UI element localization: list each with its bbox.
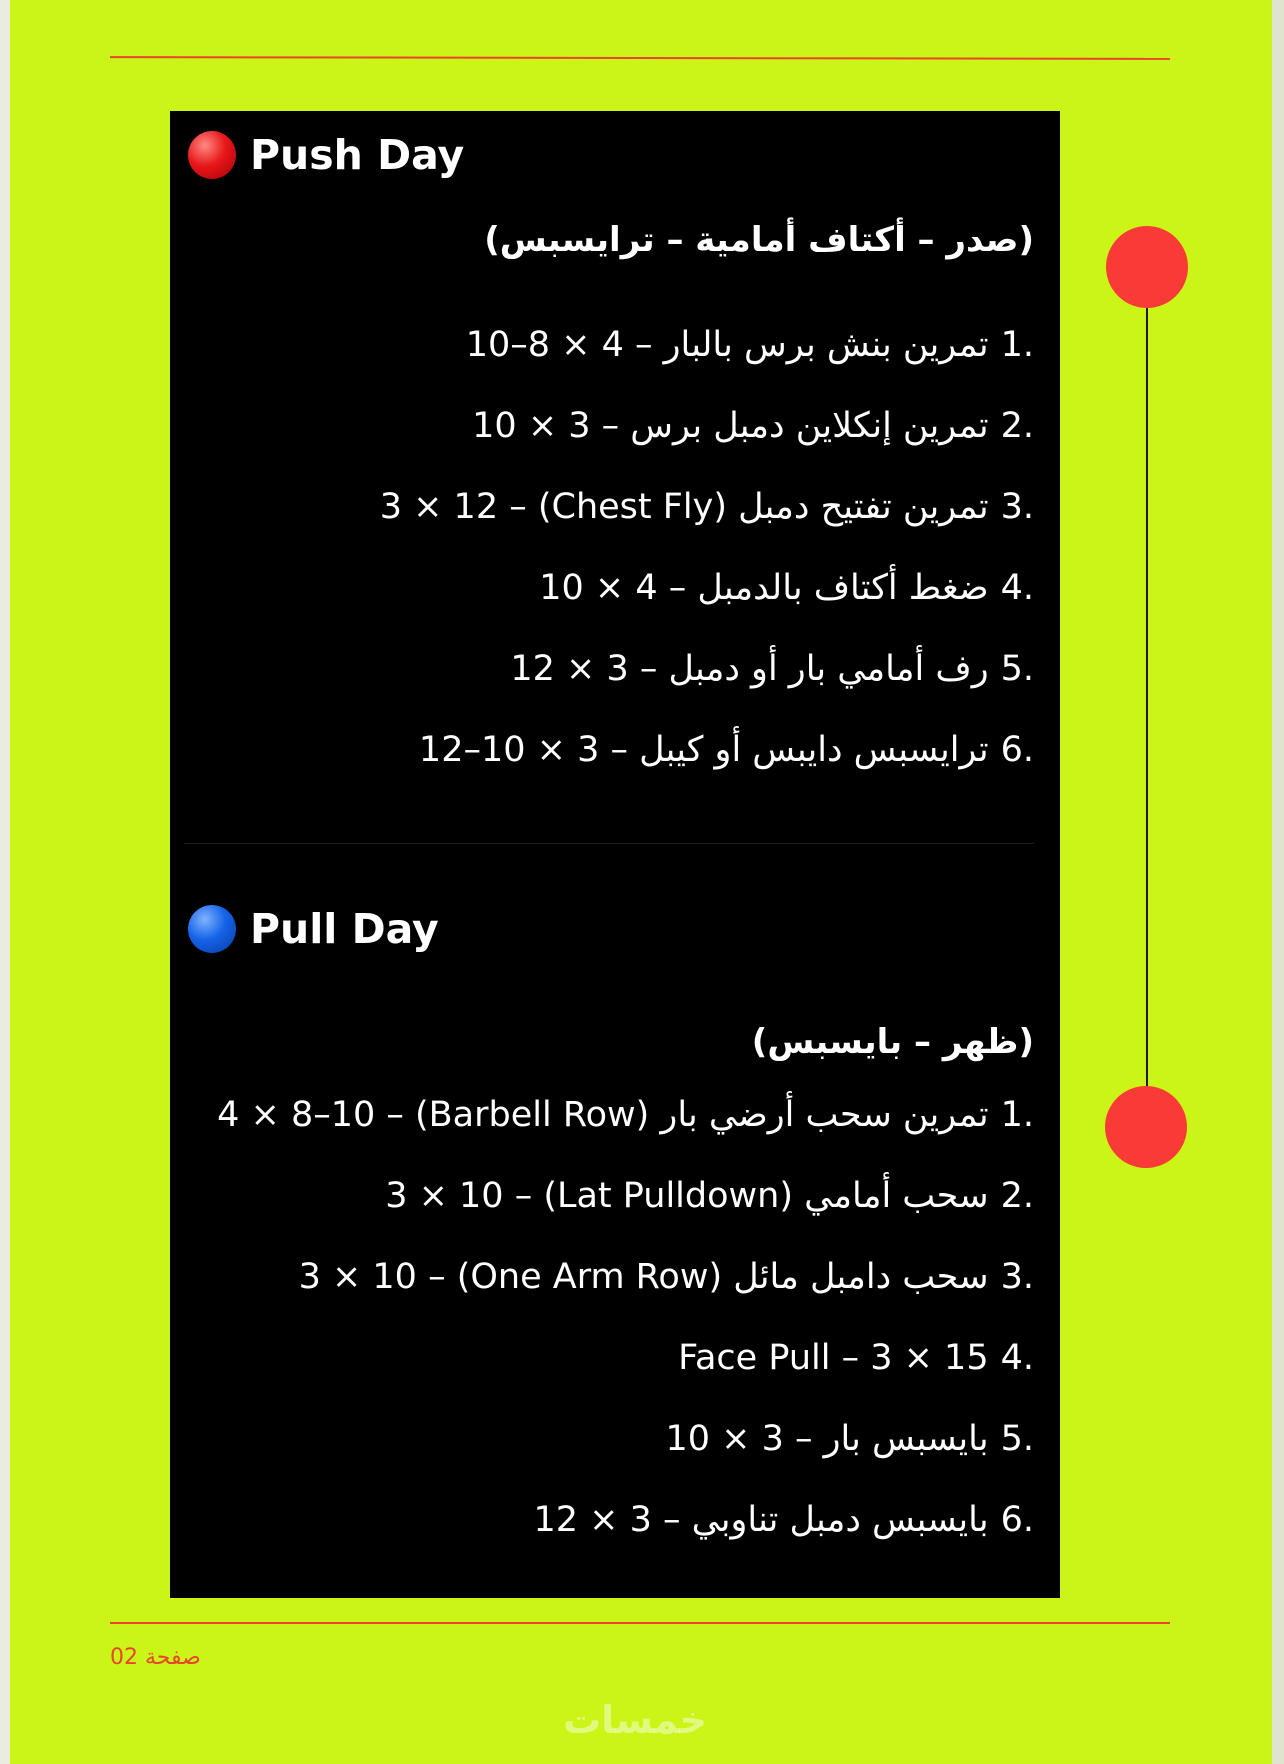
list-item: تمرين تفتيح دمبل (Chest Fly) – 3 × 12 3. (379, 486, 1034, 527)
list-item: سحب أمامي (Lat Pulldown) – 3 × 10 2. (385, 1175, 1034, 1216)
top-rule (110, 56, 1170, 60)
pull-day-heading (188, 905, 439, 953)
list-item: تمرين بنش برس بالبار – 4 × 8–10 1. (465, 324, 1034, 365)
push-day-list (380, 304, 1034, 790)
list-item: سحب دامبل مائل (One Arm Row) – 3 × 10 3. (298, 1256, 1034, 1297)
list-item: تمرين إنكلاين دمبل برس – 3 × 10 2. (472, 405, 1034, 446)
list-item: بايسبس بار – 3 × 10 5. (665, 1418, 1034, 1459)
page-edge-right (1272, 0, 1284, 1764)
list-item: بايسبس دمبل تناوبي – 3 × 12 6. (533, 1499, 1034, 1540)
bottom-rule (110, 1622, 1170, 1624)
blue-circle-icon (188, 905, 236, 953)
push-day-subtitle: (صدر – أكتاف أمامية – ترايسبس) (484, 220, 1034, 260)
list-item: رف أمامي بار أو دمبل – 3 × 12 5. (510, 648, 1034, 689)
section-divider (184, 843, 1034, 844)
list-item: ضغط أكتاف بالدمبل – 4 × 10 4. (539, 567, 1034, 608)
timeline-line (1146, 268, 1148, 1128)
push-day-heading (188, 131, 464, 179)
pull-day-subtitle: (ظهر – بايسبس) (751, 1022, 1034, 1062)
timeline-dot-top (1106, 226, 1188, 308)
watermark: خمسات (563, 1698, 707, 1742)
list-item: تمرين سحب أرضي بار (Barbell Row) – 4 × 8–10 1. (217, 1094, 1034, 1135)
pull-day-list (217, 1074, 1034, 1560)
page-number: صفحة 02 (110, 1645, 201, 1670)
workout-card (170, 111, 1060, 1598)
push-day-title: Push Day (250, 131, 465, 179)
page-edge-left (0, 0, 10, 1764)
list-item: Face Pull – 3 × 15 4. (678, 1337, 1034, 1378)
red-circle-icon (188, 131, 236, 179)
timeline-dot-bottom (1105, 1086, 1187, 1168)
pull-day-title: Pull Day (250, 905, 439, 953)
list-item: ترايسبس دايبس أو كيبل – 3 × 10–12 6. (418, 729, 1034, 770)
